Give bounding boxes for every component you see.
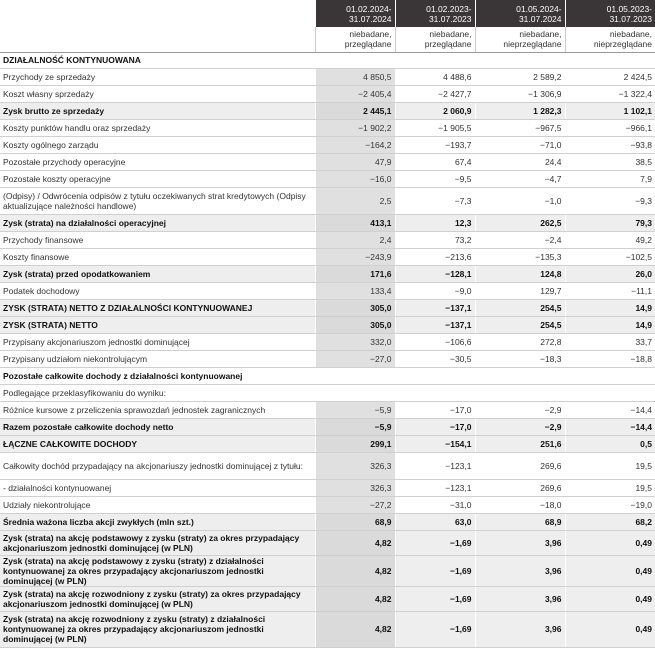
row-value: 67,4 (395, 153, 475, 170)
row-value: −14,4 (565, 418, 655, 435)
table-row (0, 513, 655, 530)
row-value: −1,69 (395, 555, 475, 586)
row-value: −2 427,7 (395, 85, 475, 102)
row-value: 38,5 (565, 153, 655, 170)
row-value: 24,4 (475, 153, 565, 170)
table-row (0, 102, 655, 119)
row-value: 305,0 (315, 299, 395, 316)
row-value: −17,0 (395, 418, 475, 435)
table-row (0, 136, 655, 153)
row-value: 413,1 (315, 214, 395, 231)
section-label: Podlegające przeklasyfikowaniu do wyniku: (0, 384, 655, 401)
table-row (0, 248, 655, 265)
row-value: 2 445,1 (315, 102, 395, 119)
row-label: Zysk (strata) przed opodatkowaniem (0, 265, 315, 282)
row-value: −9,5 (395, 170, 475, 187)
row-value: −18,0 (475, 496, 565, 513)
row-value: 124,8 (475, 265, 565, 282)
row-value: −137,1 (395, 299, 475, 316)
row-value: −1 902,2 (315, 119, 395, 136)
row-value: 1 102,1 (565, 102, 655, 119)
row-value: −967,5 (475, 119, 565, 136)
row-value: 73,2 (395, 231, 475, 248)
row-label: Różnice kursowe z przeliczenia sprawozdań jednostek zagranicznych (0, 401, 315, 418)
period-header: 01.02.2024-31.07.2024 (315, 0, 395, 27)
row-label: Razem pozostałe całkowite dochody netto (0, 418, 315, 435)
row-value: 49,2 (565, 231, 655, 248)
row-value: −5,9 (315, 401, 395, 418)
table-row (0, 555, 655, 586)
row-value: 262,5 (475, 214, 565, 231)
row-value: −1 306,9 (475, 85, 565, 102)
row-label: Przypisany akcjonariuszom jednostki dominującej (0, 333, 315, 350)
row-value: −1,69 (395, 611, 475, 647)
row-value: −93,8 (565, 136, 655, 153)
row-value: −2,9 (475, 418, 565, 435)
row-value: −27,0 (315, 350, 395, 367)
table-row (0, 282, 655, 299)
row-value: 269,6 (475, 452, 565, 479)
table-row (0, 68, 655, 85)
row-value: 12,3 (395, 214, 475, 231)
audit-status: niebadane, przeglądane (315, 27, 395, 52)
row-label: Koszty finansowe (0, 248, 315, 265)
row-value: 47,9 (315, 153, 395, 170)
row-label: Zysk (strata) na działalności operacyjnej (0, 214, 315, 231)
section-row (0, 384, 655, 401)
header-blank-cell (0, 0, 315, 27)
row-label: Udziały niekontrolujące (0, 496, 315, 513)
table-row (0, 452, 655, 479)
row-value: −17,0 (395, 401, 475, 418)
row-value: 326,3 (315, 452, 395, 479)
table-row (0, 265, 655, 282)
row-value: −193,7 (395, 136, 475, 153)
row-value: −9,0 (395, 282, 475, 299)
row-label: Pozostałe koszty operacyjne (0, 170, 315, 187)
row-value: −1,0 (475, 187, 565, 214)
row-value: −137,1 (395, 316, 475, 333)
row-label: Koszty punktów handlu oraz sprzedaży (0, 119, 315, 136)
row-value: 0,49 (565, 530, 655, 555)
row-value: −19,0 (565, 496, 655, 513)
row-value: 4 488,6 (395, 68, 475, 85)
row-label: ZYSK (STRATA) NETTO Z DZIAŁALNOŚCI KONTYNUOWANEJ (0, 299, 315, 316)
row-value: 68,9 (315, 513, 395, 530)
row-value: −213,6 (395, 248, 475, 265)
row-value: 4 850,5 (315, 68, 395, 85)
row-value: −14,4 (565, 401, 655, 418)
section-title-row (0, 52, 655, 68)
row-value: −123,1 (395, 452, 475, 479)
table-row (0, 231, 655, 248)
row-value: −5,9 (315, 418, 395, 435)
table-row (0, 170, 655, 187)
row-value: 14,9 (565, 316, 655, 333)
row-value: 254,5 (475, 316, 565, 333)
row-value: −102,5 (565, 248, 655, 265)
header-audit-row (0, 27, 655, 52)
row-value: 3,96 (475, 611, 565, 647)
row-value: 2 060,9 (395, 102, 475, 119)
table-row (0, 299, 655, 316)
section-row (0, 367, 655, 384)
table-row (0, 119, 655, 136)
row-value: −1 322,4 (565, 85, 655, 102)
period-header: 01.05.2023-31.07.2023 (565, 0, 655, 27)
table-row (0, 187, 655, 214)
row-value: 269,6 (475, 479, 565, 496)
row-label: Przychody finansowe (0, 231, 315, 248)
table-row (0, 479, 655, 496)
header-blank-cell (0, 27, 315, 52)
table-row (0, 401, 655, 418)
row-value: 79,3 (565, 214, 655, 231)
row-value: −135,3 (475, 248, 565, 265)
row-value: 254,5 (475, 299, 565, 316)
row-value: 272,8 (475, 333, 565, 350)
table-row (0, 435, 655, 452)
row-label: Zysk (strata) na akcję rozwodniony z zysku (straty) za okres przypadający akcjonariuszom jednostki dominującej (w PLN) (0, 586, 315, 611)
row-value: −27,2 (315, 496, 395, 513)
table-row (0, 85, 655, 102)
table-row (0, 350, 655, 367)
row-label: ŁĄCZNE CAŁKOWITE DOCHODY (0, 435, 315, 452)
table-row (0, 214, 655, 231)
row-value: 251,6 (475, 435, 565, 452)
row-value: 2,4 (315, 231, 395, 248)
table-row (0, 530, 655, 555)
row-value: 2,5 (315, 187, 395, 214)
row-value: 3,96 (475, 586, 565, 611)
table-row (0, 153, 655, 170)
row-value: 19,5 (565, 479, 655, 496)
row-value: −30,5 (395, 350, 475, 367)
row-value: −16,0 (315, 170, 395, 187)
row-value: −966,1 (565, 119, 655, 136)
row-value: −2,4 (475, 231, 565, 248)
row-value: 63,0 (395, 513, 475, 530)
row-value: −1 905,5 (395, 119, 475, 136)
row-value: −4,7 (475, 170, 565, 187)
row-label: Zysk (strata) na akcję rozwodniony z zysku (straty) z działalności kontynuowanej za okres przypadający akcjonariuszom jednostki dominującej (w PLN) (0, 611, 315, 647)
row-value: 0,49 (565, 586, 655, 611)
row-label: Podatek dochodowy (0, 282, 315, 299)
audit-status: niebadane, przeglądane (395, 27, 475, 52)
row-value: −2 405,4 (315, 85, 395, 102)
row-value: 14,9 (565, 299, 655, 316)
row-value: 68,2 (565, 513, 655, 530)
table-row (0, 586, 655, 611)
table-row (0, 611, 655, 647)
row-label: Przypisany udziałom niekontrolującym (0, 350, 315, 367)
row-label: Średnia ważona liczba akcji zwykłych (mln szt.) (0, 513, 315, 530)
row-label: - działalności kontynuowanej (0, 479, 315, 496)
table-row (0, 496, 655, 513)
row-label: Zysk brutto ze sprzedaży (0, 102, 315, 119)
row-value: 33,7 (565, 333, 655, 350)
row-label: (Odpisy) / Odwrócenia odpisów z tytułu oczekiwanych strat kredytowych (Odpisy aktualizujące należności handlowe) (0, 187, 315, 214)
row-value: 19,5 (565, 452, 655, 479)
row-label: Przychody ze sprzedaży (0, 68, 315, 85)
row-value: 4,82 (315, 555, 395, 586)
period-header: 01.02.2023-31.07.2023 (395, 0, 475, 27)
row-label: Pozostałe przychody operacyjne (0, 153, 315, 170)
row-value: 133,4 (315, 282, 395, 299)
row-value: −1,69 (395, 530, 475, 555)
row-value: −128,1 (395, 265, 475, 282)
section-title: DZIAŁALNOŚĆ KONTYNUOWANA (0, 52, 655, 68)
row-label: Zysk (strata) na akcję podstawowy z zysku (straty) za okres przypadający akcjonariuszom jednostki dominującej (w PLN) (0, 530, 315, 555)
row-value: 26,0 (565, 265, 655, 282)
row-value: −106,6 (395, 333, 475, 350)
row-value: 3,96 (475, 555, 565, 586)
row-label: ZYSK (STRATA) NETTO (0, 316, 315, 333)
row-value: −2,9 (475, 401, 565, 418)
row-value: 332,0 (315, 333, 395, 350)
row-value: 2 424,5 (565, 68, 655, 85)
row-value: 4,82 (315, 586, 395, 611)
row-value: 1 282,3 (475, 102, 565, 119)
row-value: −71,0 (475, 136, 565, 153)
row-value: 4,82 (315, 611, 395, 647)
row-value: 171,6 (315, 265, 395, 282)
row-value: 129,7 (475, 282, 565, 299)
row-value: −18,3 (475, 350, 565, 367)
row-label: Całkowity dochód przypadający na akcjonariuszy jednostki dominującej z tytułu: (0, 452, 315, 479)
audit-status: niebadane, nieprzeglądane (475, 27, 565, 52)
header-periods-row (0, 0, 655, 27)
row-value: −154,1 (395, 435, 475, 452)
row-value: −11,1 (565, 282, 655, 299)
section-label: Pozostałe całkowite dochody z działalności kontynuowanej (0, 367, 655, 384)
row-value: 4,82 (315, 530, 395, 555)
row-value: −243,9 (315, 248, 395, 265)
row-label: Zysk (strata) na akcję podstawowy z zysku (straty) z działalności kontynuowanej za okres przypadający akcjonariuszom jednostki dominującej (w PLN) (0, 555, 315, 586)
row-value: −123,1 (395, 479, 475, 496)
row-label: Koszty ogólnego zarządu (0, 136, 315, 153)
row-value: 0,5 (565, 435, 655, 452)
row-label: Koszt własny sprzedaży (0, 85, 315, 102)
row-value: −18,8 (565, 350, 655, 367)
row-value: 326,3 (315, 479, 395, 496)
row-value: 0,49 (565, 611, 655, 647)
row-value: 2 589,2 (475, 68, 565, 85)
row-value: −31,0 (395, 496, 475, 513)
row-value: 7,9 (565, 170, 655, 187)
table-row (0, 418, 655, 435)
table-row (0, 333, 655, 350)
row-value: 299,1 (315, 435, 395, 452)
row-value: −9,3 (565, 187, 655, 214)
row-value: 0,49 (565, 555, 655, 586)
audit-status: niebadane, nieprzeglądane (565, 27, 655, 52)
period-header: 01.05.2024-31.07.2024 (475, 0, 565, 27)
row-value: −164,2 (315, 136, 395, 153)
row-value: 3,96 (475, 530, 565, 555)
table-row (0, 316, 655, 333)
row-value: −1,69 (395, 586, 475, 611)
row-value: 305,0 (315, 316, 395, 333)
row-value: 68,9 (475, 513, 565, 530)
row-value: −7,3 (395, 187, 475, 214)
